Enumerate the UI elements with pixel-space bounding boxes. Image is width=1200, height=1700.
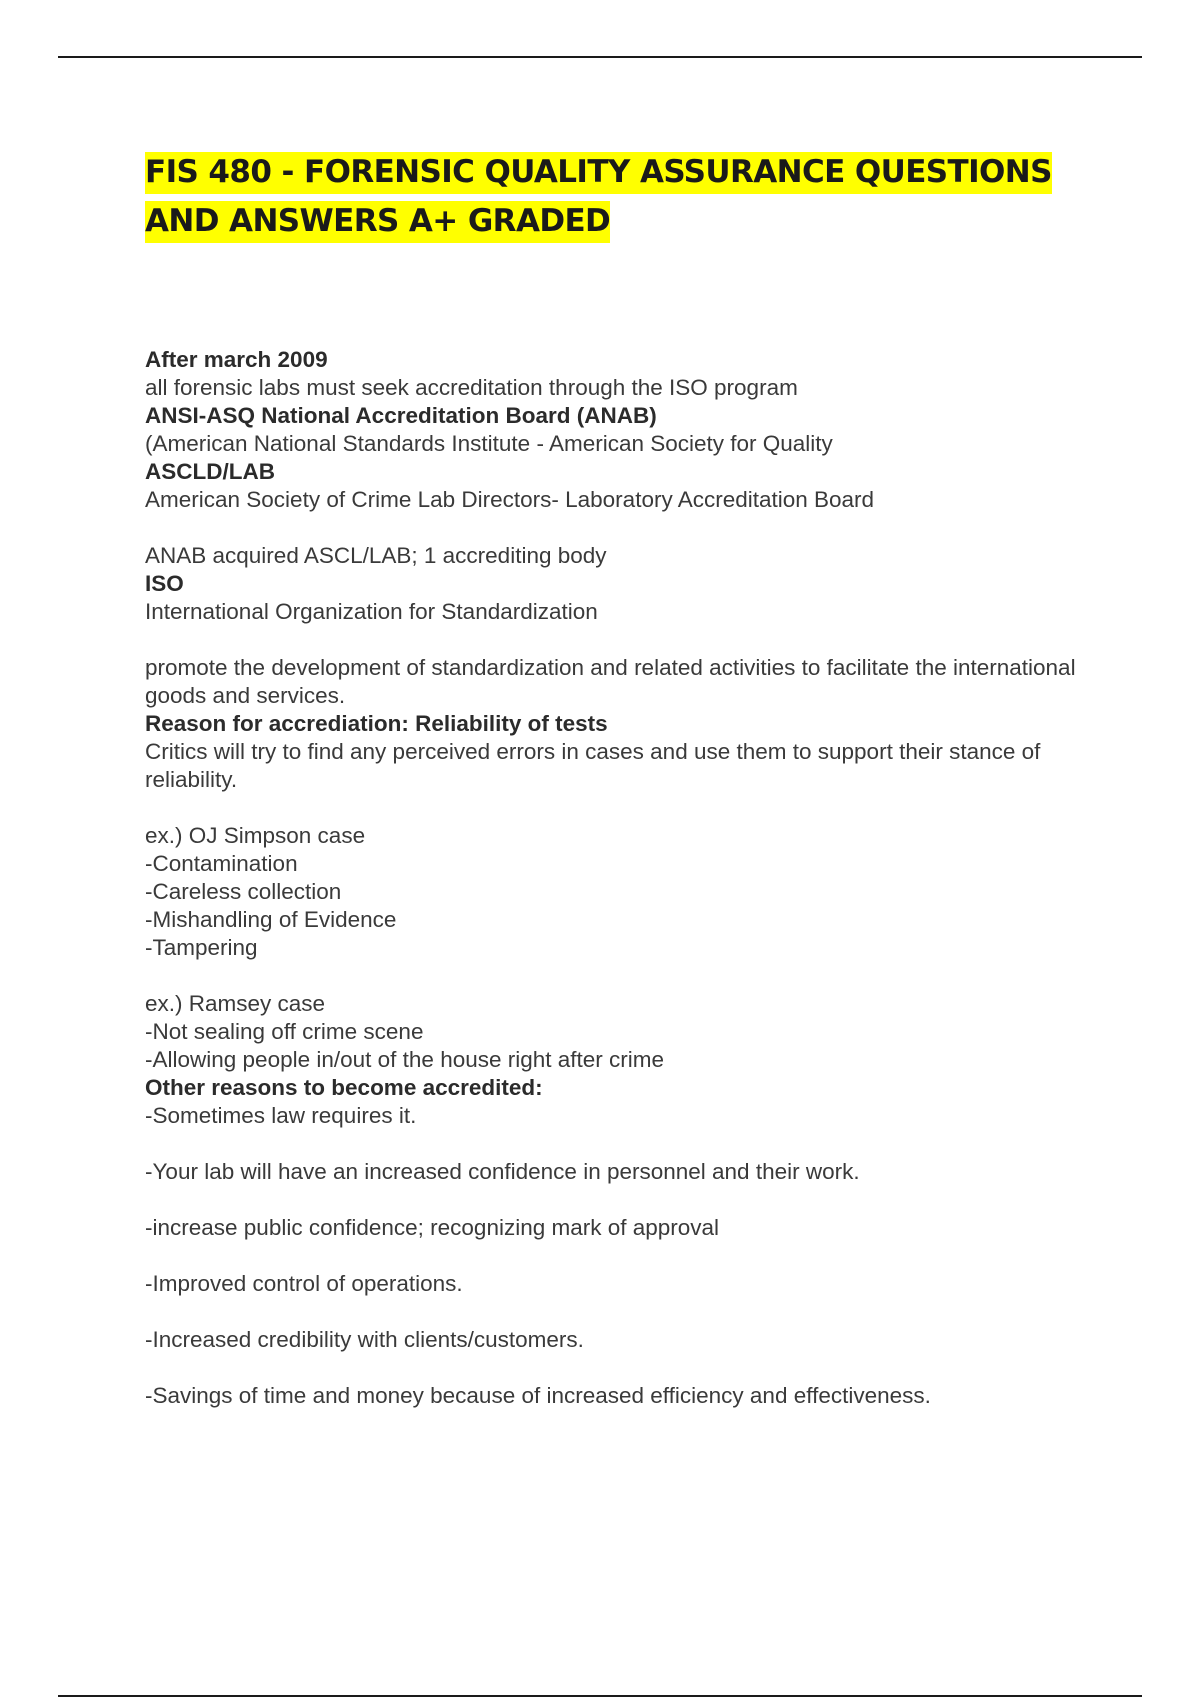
header-rule bbox=[58, 56, 1142, 58]
paragraph-gap bbox=[145, 962, 1095, 990]
answer-line: -Savings of time and money because of increased efficiency and effectiveness. bbox=[145, 1383, 931, 1408]
answer-line: (American National Standards Institute - American Society for Quality bbox=[145, 431, 833, 456]
answer-line: International Organization for Standardization bbox=[145, 599, 598, 624]
paragraph-gap bbox=[145, 1298, 1095, 1326]
paragraph-gap bbox=[145, 1242, 1095, 1270]
answer-line: -Mishandling of Evidence bbox=[145, 907, 397, 932]
answer-line: -Tampering bbox=[145, 935, 258, 960]
answer-line: -Improved control of operations. bbox=[145, 1271, 463, 1296]
question: Other reasons to become accredited: bbox=[145, 1075, 543, 1100]
document-title-block bbox=[145, 148, 1075, 246]
paragraph-gap bbox=[145, 1130, 1095, 1158]
answer-line: ANAB acquired ASCL/LAB; 1 accrediting body bbox=[145, 543, 607, 568]
paragraph-gap bbox=[145, 514, 1095, 542]
answer-line: ex.) OJ Simpson case bbox=[145, 823, 366, 848]
question: ASCLD/LAB bbox=[145, 459, 275, 484]
answer-line: -Your lab will have an increased confidence in personnel and their work. bbox=[145, 1159, 860, 1184]
answer-line: -Careless collection bbox=[145, 879, 342, 904]
question: After march 2009 bbox=[145, 347, 328, 372]
answer-line: American Society of Crime Lab Directors- Laboratory Accreditation Board bbox=[145, 487, 875, 512]
footer-rule bbox=[58, 1695, 1142, 1697]
answer-line: -increase public confidence; recognizing mark of approval bbox=[145, 1215, 720, 1240]
question: ISO bbox=[145, 571, 184, 596]
question: Reason for accrediation: Reliability of tests bbox=[145, 711, 608, 736]
paragraph-gap bbox=[145, 626, 1095, 654]
answer-line: -Not sealing off crime scene bbox=[145, 1019, 424, 1044]
answer-line: -Allowing people in/out of the house right after crime bbox=[145, 1047, 665, 1072]
question: ANSI-ASQ National Accreditation Board (ANAB) bbox=[145, 403, 657, 428]
qa-content bbox=[145, 346, 1095, 1410]
document-title bbox=[145, 148, 1075, 246]
answer-line: Critics will try to find any perceived errors in cases and use them to support their stance of reliability. bbox=[145, 739, 1041, 792]
answer-line: promote the development of standardization and related activities to facilitate the international goods and services. bbox=[145, 655, 1076, 708]
paragraph-gap bbox=[145, 794, 1095, 822]
paragraph-gap bbox=[145, 1186, 1095, 1214]
answer-line: all forensic labs must seek accreditation through the ISO program bbox=[145, 375, 798, 400]
answer-line: -Sometimes law requires it. bbox=[145, 1103, 417, 1128]
title-highlight: FIS 480 - FORENSIC QUALITY ASSURANCE QUESTIONS AND ANSWERS A+ GRADED bbox=[145, 152, 1052, 243]
paragraph-gap bbox=[145, 1354, 1095, 1382]
answer-line: ex.) Ramsey case bbox=[145, 991, 326, 1016]
answer-line: -Increased credibility with clients/customers. bbox=[145, 1327, 584, 1352]
answer-line: -Contamination bbox=[145, 851, 298, 876]
